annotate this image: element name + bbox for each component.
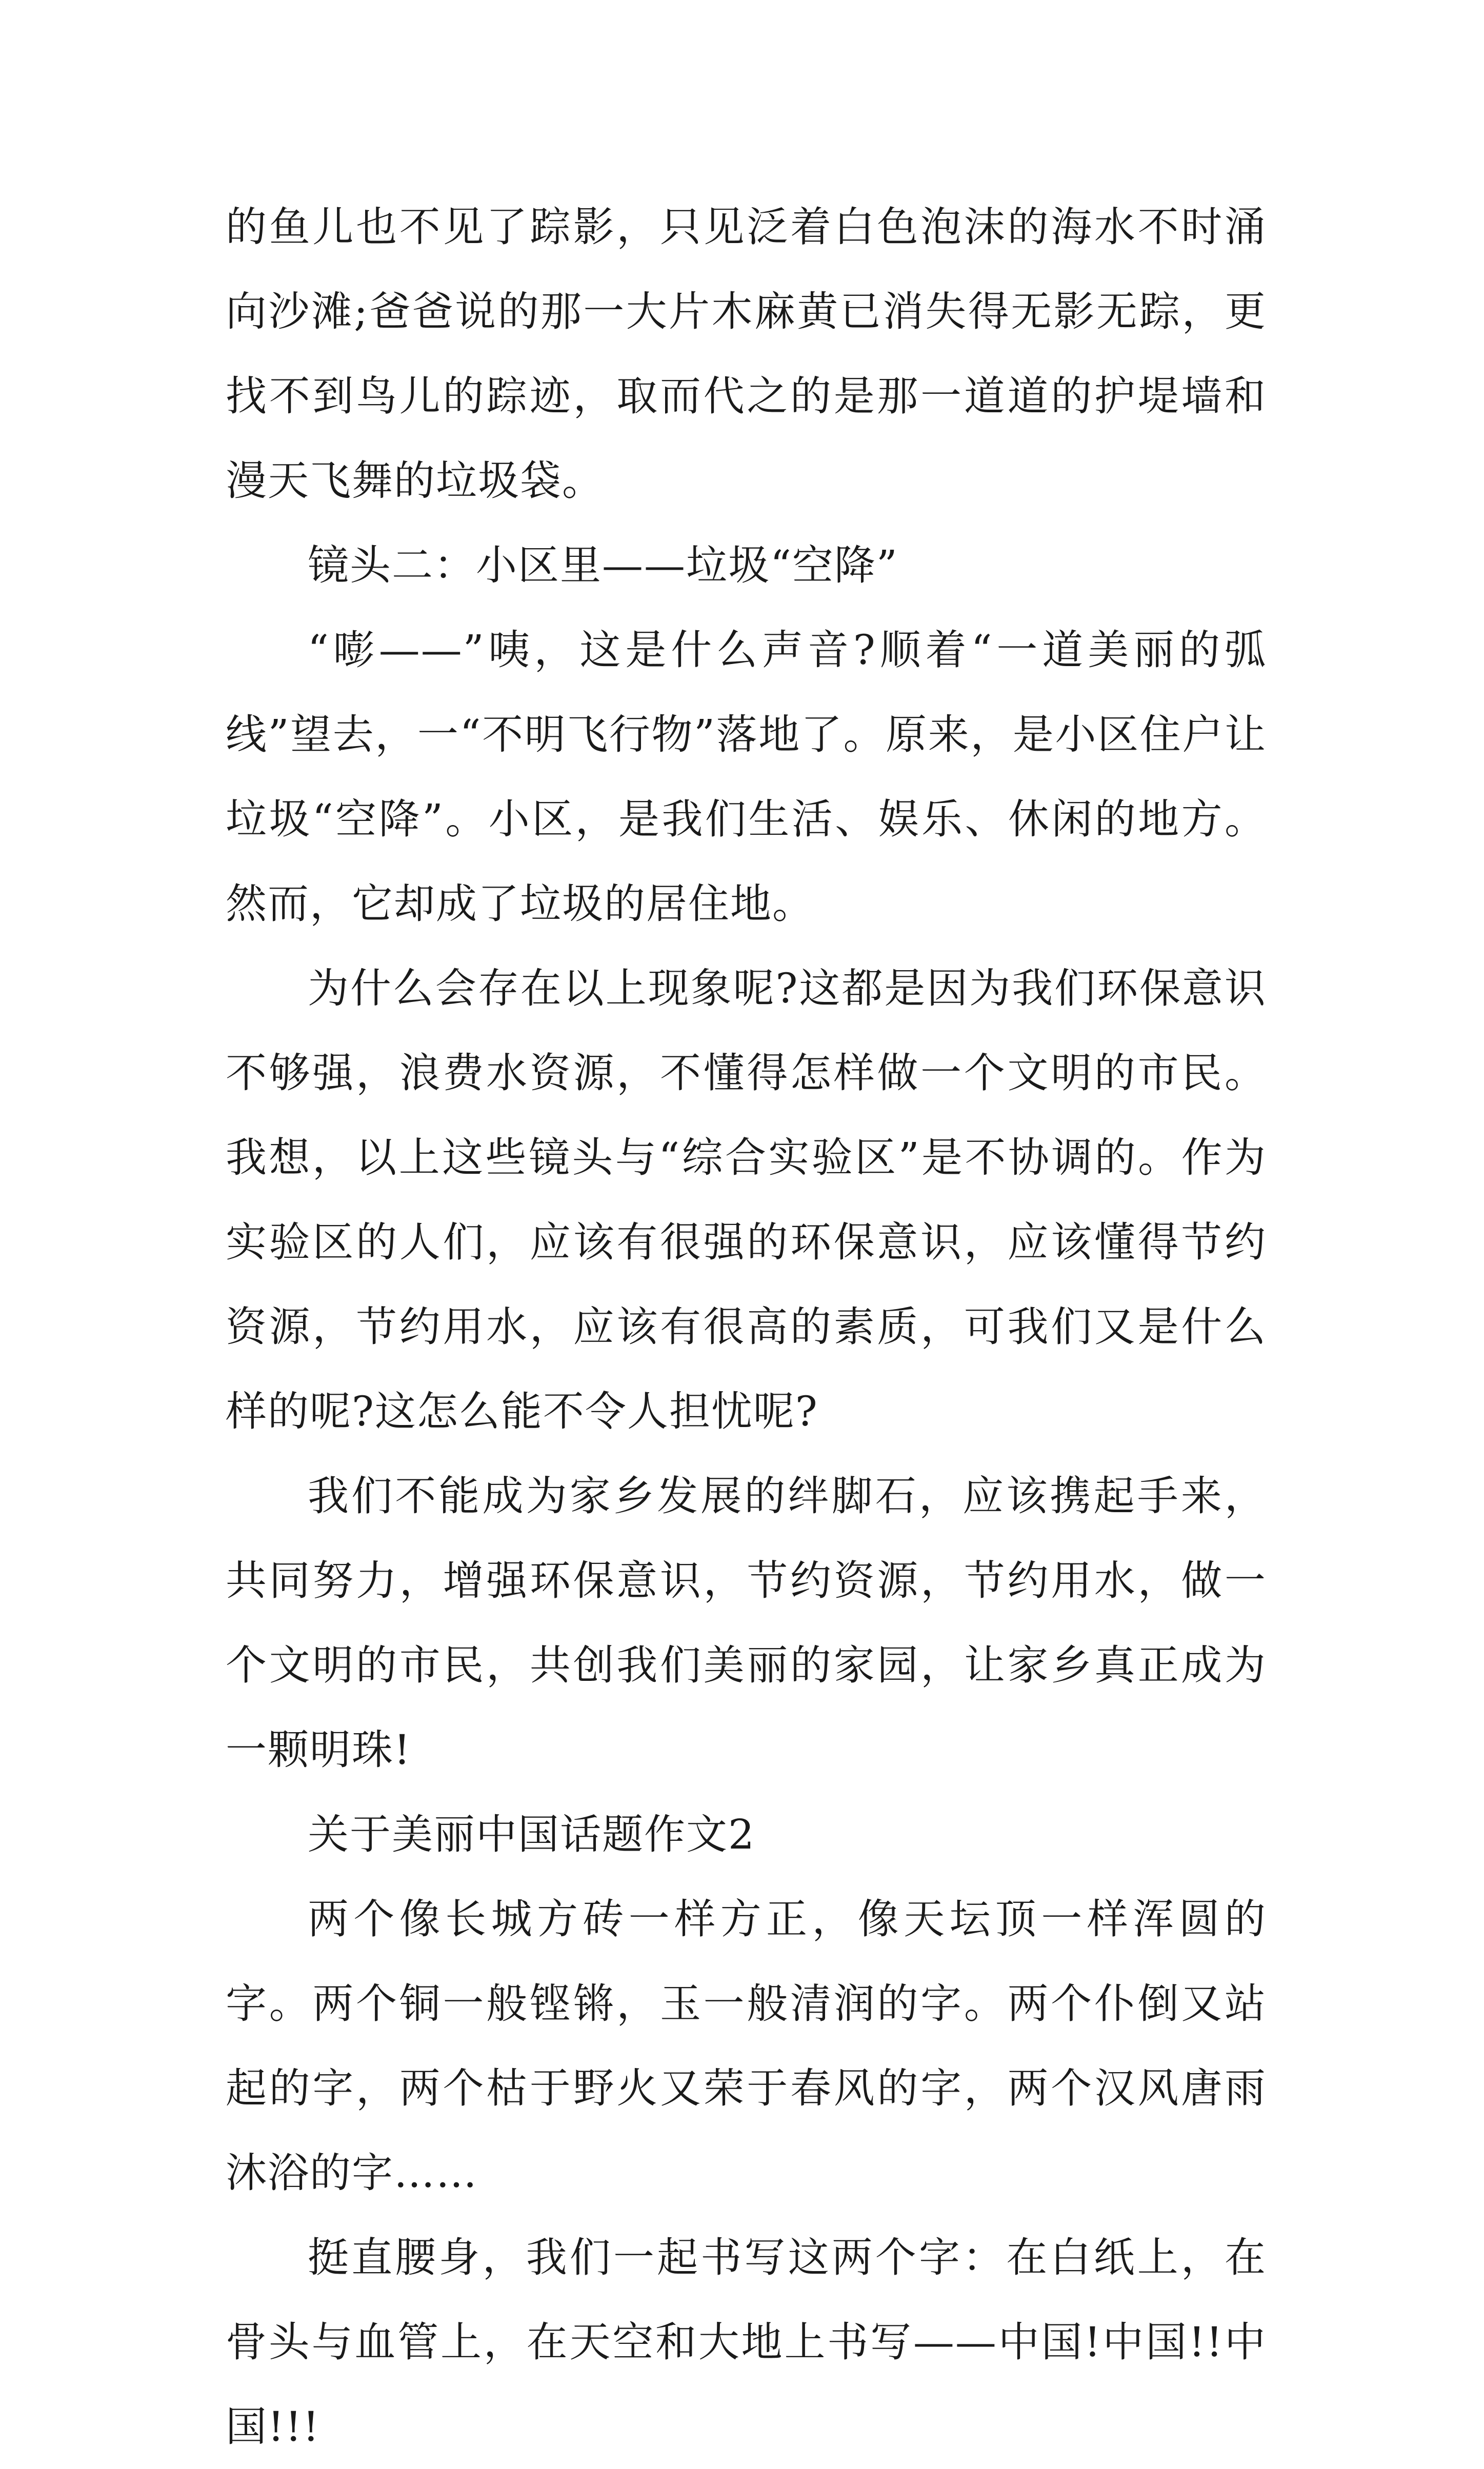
essay-title-2: 关于美丽中国话题作文2 xyxy=(308,1811,755,1858)
paragraph-write-china: 挺直腰身，我们一起书写这两个字：在白纸上，在骨头与血管上，在天空和大地上书写——中国!中国!!中国!!! xyxy=(226,2234,1267,2451)
paragraph-continuation: 的鱼儿也不见了踪影，只见泛着白色泡沫的海水不时涌向沙滩;爸爸说的那一大片木麻黄已消失得无影无踪，更找不到鸟儿的踪迹，取而代之的是那一道道的护堤墙和漫天飞舞的垃圾袋。 xyxy=(226,203,1267,505)
paragraph-conclusion: 我们不能成为家乡发展的绊脚石，应该携起手来，共同努力，增强环保意识，节约资源，节约用水，做一个文明的市民，共创我们美丽的家园，让家乡真正成为一颗明珠! xyxy=(226,1472,1267,1774)
paragraph-reflection: 为什么会存在以上现象呢?这都是因为我们环保意识不够强，浪费水资源，不懂得怎样做一个文明的市民。我想，以上这些镜头与“综合实验区”是不协调的。作为实验区的人们，应该有很强的环保意识，应该懂得节约资源，节约用水，应该有很高的素质，可我们又是什么样的呢?这怎么能不令人担忧呢? xyxy=(226,965,1267,1435)
paragraph-scene-two: “嘭——”咦，这是什么声音?顺着“一道美丽的弧线”望去，一“不明飞行物”落地了。原来，是小区住户让垃圾“空降”。小区，是我们生活、娱乐、休闲的地方。然而，它却成了垃圾的居住地。 xyxy=(226,626,1267,928)
section-heading-scene-two: 镜头二：小区里——垃圾“空降” xyxy=(308,541,898,589)
paragraph-two-characters: 两个像长城方砖一样方正，像天坛顶一样浑圆的字。两个铜一般铿锵，玉一般清润的字。两个仆倒又站起的字，两个枯于野火又荣于春风的字，两个汉风唐雨沐浴的字…… xyxy=(226,1895,1267,2197)
document-body xyxy=(226,185,1267,2469)
